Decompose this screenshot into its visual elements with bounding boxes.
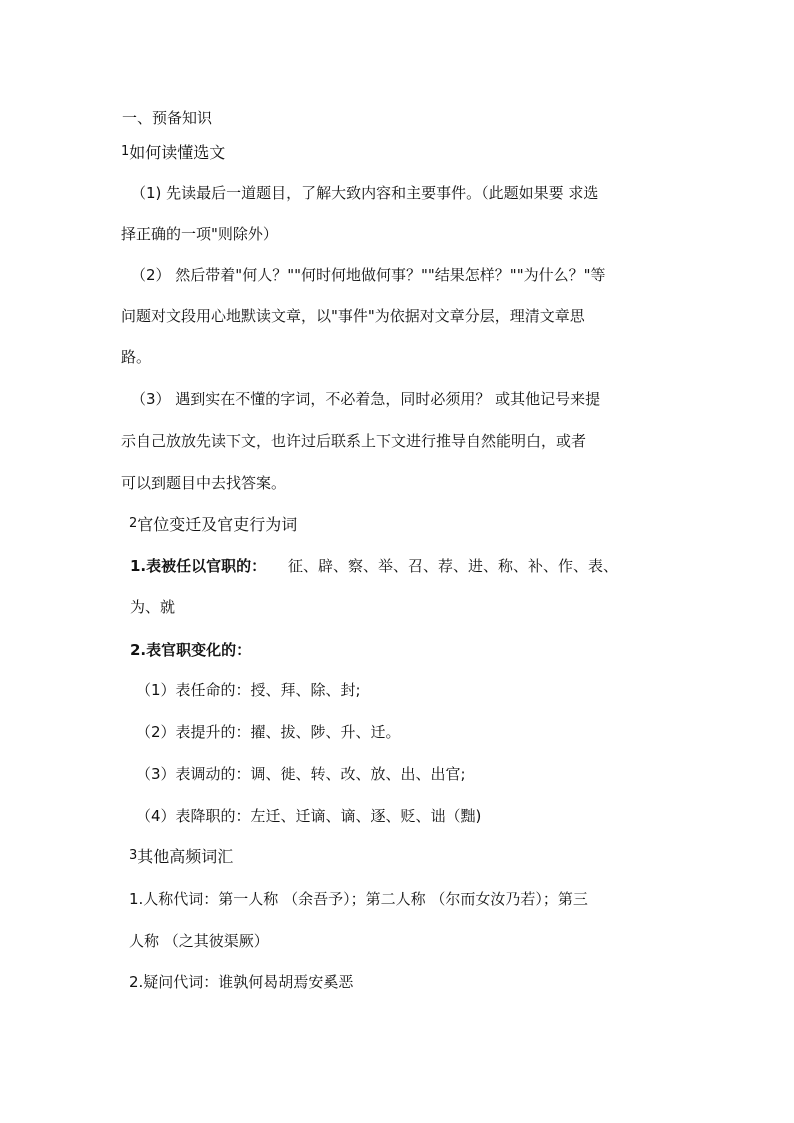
sub-list-item: （4）表降职的：左迁、迁谪、谪、逐、贬、诎（黜) — [136, 807, 482, 825]
list-item-line: 为、就 — [130, 598, 176, 616]
subsection-title-text: 其他高频词汇 — [137, 847, 234, 866]
list-item-line: 人称 （之其彼渠厥） — [129, 932, 269, 950]
list-item-values: 征、辟、察、举、召、荐、进、称、补、作、表、 — [288, 557, 619, 575]
paragraph-line: （3） 遇到实在不懂的字词，不必着急，同时必须用？ 或其他记号来提 — [131, 390, 601, 408]
list-item-line: 2.表官职变化的： — [130, 641, 252, 659]
sub-list-item: （3）表调动的：调、徙、转、改、放、出、出官; — [136, 765, 466, 783]
subsection-number: 1 — [121, 144, 130, 159]
bold-label: 1.表被任以官职的： — [130, 557, 267, 575]
sub-list-item: （1）表任命的：授、拜、除、封; — [136, 681, 361, 699]
list-item-line — [130, 556, 266, 576]
paragraph-line: （2） 然后带着"何人？""何时何地做何事？""结果怎样？""为什么？"等 — [131, 266, 606, 284]
paragraph-line: 问题对文段用心地默读文章，以"事件"为依据对文章分层，理清文章思 — [121, 307, 585, 325]
subsection-title-2 — [129, 514, 297, 535]
paragraph-line: 路。 — [121, 348, 152, 366]
paragraph-line: 可以到题目中去找答案。 — [121, 474, 287, 492]
subsection-title-text: 官位变迁及官吏行为词 — [137, 515, 298, 534]
subsection-title-3 — [129, 846, 233, 867]
list-item-line: 2.疑问代词：谁孰何曷胡焉安奚恶 — [129, 973, 354, 991]
subsection-title-text: 如何读懂选文 — [129, 143, 226, 162]
subsection-title-1 — [121, 142, 225, 163]
paragraph-line: （1) 先读最后一道题目，了解大致内容和主要事件。（此题如果要 求选 — [131, 184, 599, 202]
subsection-number: 2 — [129, 516, 138, 531]
paragraph-line: 示自己放放先读下文，也许过后联系上下文进行推导自然能明白，或者 — [121, 432, 587, 450]
paragraph-line: 择正确的一项"则除外） — [121, 225, 278, 243]
section-heading: 一、预备知识 — [122, 109, 213, 127]
sub-list-item: （2）表提升的：擢、拔、陟、升、迁。 — [136, 723, 401, 741]
subsection-number: 3 — [129, 848, 138, 863]
list-item-line: 1.人称代词：第一人称 （余吾予）；第二人称 （尔而女汝乃若）；第三 — [129, 890, 588, 908]
